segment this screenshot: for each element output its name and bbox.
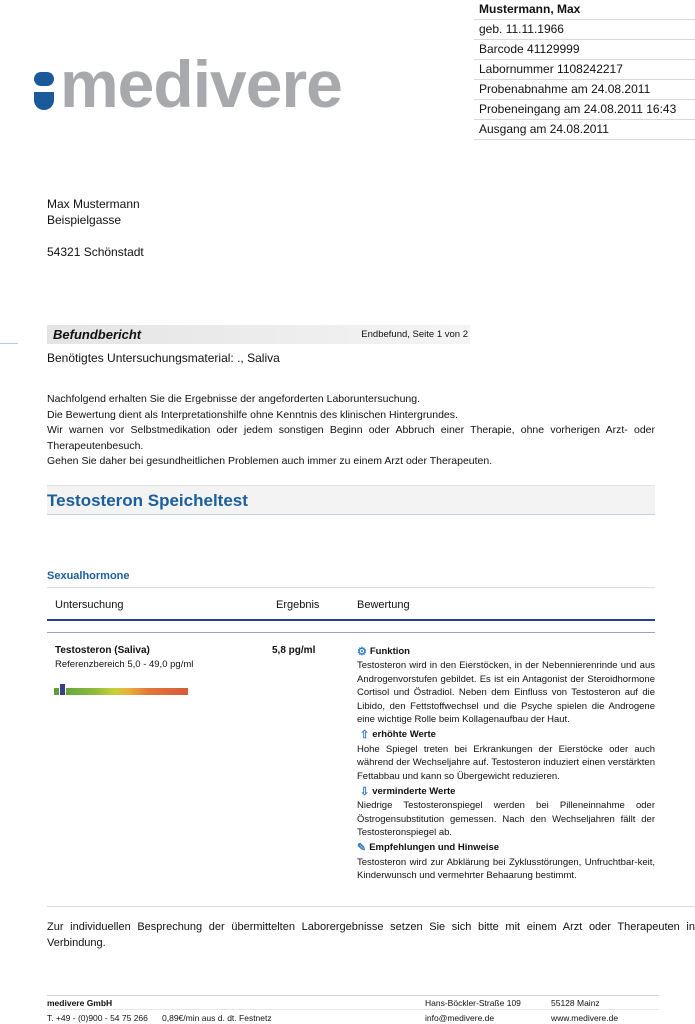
rating-heading: Empfehlungen und Hinweise bbox=[369, 842, 500, 854]
closing-text: Zur individuellen Besprechung der übermittelten Laborergebnisse setzen Sie sich bitte mit einem Arzt oder Therapeuten in Verbindung. bbox=[47, 921, 695, 949]
footer-web[interactable]: www.medivere.de bbox=[551, 1013, 619, 1023]
rating-heading: erhöhte Werte bbox=[372, 729, 436, 741]
divider bbox=[47, 587, 655, 588]
rating-paragraph: Hohe Spiegel treten bei Erkrankungen der Eierstöcke oder auch während der Wechseljahre auf. Testosteron induziert einen verstärkten Fettabbau und kann so Übergewicht reduzieren. bbox=[357, 743, 655, 782]
rating-paragraph: Niedrige Testosteronspiegel werden bei Pilleneinnahme oder Östrogensubstitution gemessen. Nach den Wechseljahren fällt der Testosteronspiegel ab. bbox=[357, 800, 655, 838]
column-header-rating: Bewertung bbox=[357, 599, 410, 611]
pen-icon: ✎ bbox=[357, 842, 367, 854]
logo-text: medivere bbox=[60, 47, 342, 121]
result-gauge bbox=[54, 688, 188, 695]
address-street: Beispielgasse bbox=[47, 213, 122, 227]
output-date: Ausgang am 24.08.2011 bbox=[474, 120, 695, 140]
lab-number: Labornummer 1108242217 bbox=[474, 60, 695, 80]
divider bbox=[47, 995, 659, 996]
footer-phone: T. +49 - (0)900 - 54 75 266 bbox=[47, 1013, 148, 1023]
sample-receipt-date: Probeneingang am 24.08.2011 16:43 bbox=[474, 100, 695, 120]
report-page-meta: Endbefund, Seite 1 von 2 bbox=[361, 329, 468, 340]
test-value: 5,8 pg/ml bbox=[272, 645, 316, 656]
required-material: Benötigtes Untersuchungsmaterial: ., Saliva bbox=[47, 351, 280, 365]
footer-rate: 0,89€/min aus d. dt. Festnetz bbox=[162, 1013, 272, 1023]
barcode: Barcode 41129999 bbox=[474, 40, 695, 60]
rating-heading: verminderte Werte bbox=[372, 785, 456, 797]
test-title-bar bbox=[47, 485, 655, 515]
footer-company: medivere GmbH bbox=[47, 998, 113, 1008]
rating-section-increased bbox=[357, 728, 655, 743]
intro-line: Wir warnen vor Selbstmedikation oder jedem sonstigen Beginn oder Abbruch einer Therapie, ohne vorherigen Arzt- oder Therapeutenbesuch. bbox=[47, 424, 655, 452]
gauge-marker bbox=[59, 683, 66, 696]
rating-section-decreased bbox=[357, 784, 655, 799]
column-header-result: Ergebnis bbox=[276, 599, 320, 611]
birth-date: geb. 11.11.1966 bbox=[474, 20, 695, 40]
gears-icon: ⚙ bbox=[357, 645, 367, 658]
sample-collection-date: Probenabnahme am 24.08.2011 bbox=[474, 80, 695, 100]
intro-line: Gehen Sie daher bei gesundheitlichen Problemen auch immer zu einem Arzt oder Therapeuten. bbox=[47, 455, 493, 467]
test-title: Testosteron Speicheltest bbox=[47, 491, 248, 510]
intro-text bbox=[47, 392, 655, 470]
address-name: Max Mustermann bbox=[47, 197, 140, 211]
patient-name: Mustermann, Max bbox=[474, 0, 695, 20]
divider bbox=[47, 619, 655, 621]
recipient-address bbox=[47, 196, 144, 260]
group-title: Sexualhormone bbox=[47, 570, 130, 582]
rating-section-recommendations bbox=[357, 841, 655, 856]
column-header-exam: Untersuchung bbox=[55, 599, 124, 611]
footer-email[interactable]: info@medivere.de bbox=[425, 1013, 495, 1023]
rating-heading: Funktion bbox=[369, 645, 410, 657]
intro-line: Nachfolgend erhalten Sie die Ergebnisse der angeforderten Laboruntersuchung. bbox=[47, 393, 421, 405]
test-name: Testosteron (Saliva) bbox=[55, 645, 150, 656]
rating-section-function bbox=[357, 644, 655, 659]
reference-range: Referenzbereich 5,0 - 49,0 pg/ml bbox=[55, 659, 194, 670]
report-header-bar bbox=[47, 325, 470, 344]
address-city: 54321 Schönstadt bbox=[47, 245, 144, 259]
divider bbox=[47, 906, 695, 907]
arrow-up-icon: ⇧ bbox=[360, 729, 370, 741]
footer-city: 55128 Mainz bbox=[551, 998, 600, 1008]
fold-mark bbox=[0, 343, 18, 344]
arrow-down-icon: ⇩ bbox=[360, 785, 370, 798]
footer-street: Hans-Böckler-Straße 109 bbox=[425, 998, 521, 1008]
logo-mark-icon bbox=[34, 72, 56, 112]
rating-text bbox=[357, 644, 655, 884]
patient-info-box bbox=[474, 0, 695, 140]
rating-paragraph: Testosteron wird in den Eierstöcken, in der Nebennierenrinde und aus Androgenvorstufen gebildet. Es ist ein Antagonist der Steroidhormone Cortisol und Östradiol. Neben dem Einfluss von Testosteron auf die Libido, den Fettstoffwechsel und die Psyche spielen die Androgene eine wichtige Rolle beim Kollagenaufbau der Haut. bbox=[357, 660, 655, 725]
divider bbox=[47, 1009, 659, 1010]
divider bbox=[47, 632, 655, 633]
intro-line: Die Bewertung dient als Interpretationshilfe ohne Kenntnis des klinischen Hintergrundes. bbox=[47, 408, 458, 421]
medivere-logo bbox=[34, 47, 379, 121]
report-title: Befundbericht bbox=[53, 327, 142, 342]
rating-paragraph: Testosteron wird zur Abklärung bei Zyklusstörungen, Unfruchtbar-keit, Kinderwunsch und vermehrter Behaarung bestimmt. bbox=[357, 856, 655, 881]
